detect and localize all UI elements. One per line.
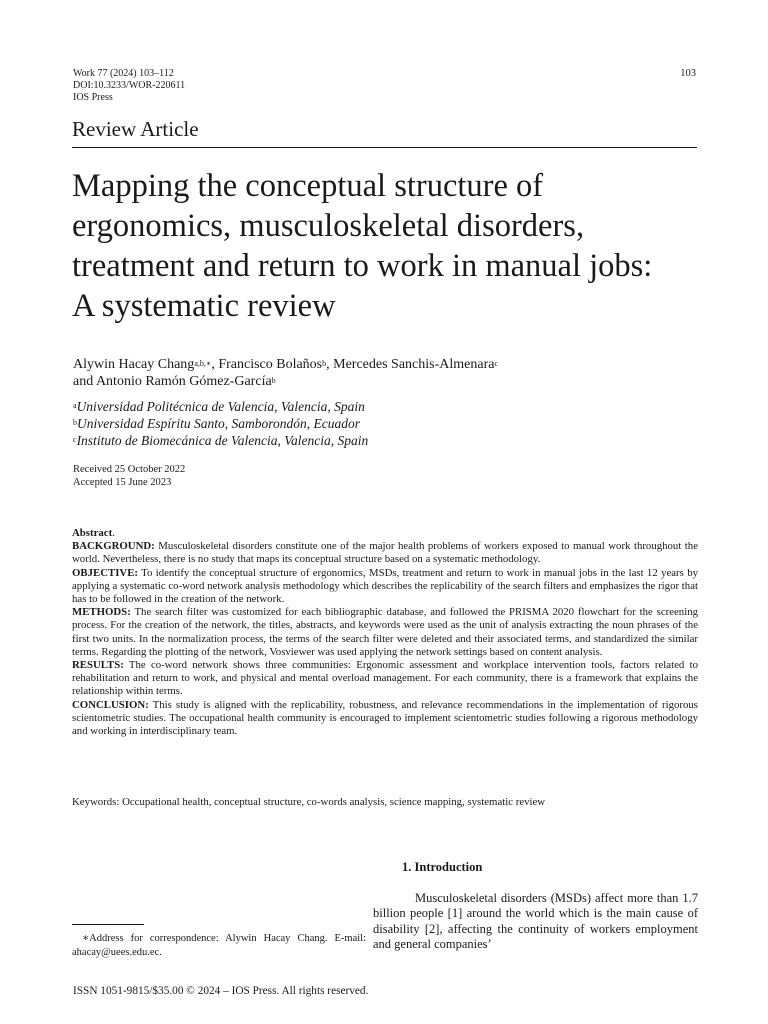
affiliation-text: Instituto de Biomecánica de Valencia, Valencia, Spain	[76, 433, 369, 448]
abstract-label: CONCLUSION:	[72, 698, 149, 711]
abstract-section-objective	[72, 567, 698, 607]
affiliation-mark: b	[73, 418, 77, 427]
abstract-heading-text: Abstract	[72, 527, 113, 539]
title-line: Mapping the conceptual structure of	[72, 168, 544, 204]
paper-title	[72, 166, 712, 326]
affiliation	[73, 432, 368, 449]
abstract-section-conclusion	[72, 699, 698, 739]
abstract-label: RESULTS:	[72, 659, 124, 672]
abstract-text: The co-word network shows three communities: Ergonomic assessment and workplace intervention tools, factors related to rehabilitation and return to work, and physical and mental overload management. For each community, there is a framework that explains the relationship within terms.	[72, 659, 698, 698]
affiliations	[73, 398, 368, 449]
abstract-text: Musculoskeletal disorders constitute one of the major health problems of workers exposed to manual work throughout the world. Nevertheless, there is no study that maps its conceptual structure based on a systematic methodology.	[72, 540, 698, 566]
author-sup: b	[271, 376, 276, 385]
page-number: 103	[680, 68, 696, 79]
author-sup: a,b,∗	[194, 359, 212, 368]
author-name: , Francisco Bolaños	[211, 357, 323, 372]
author-name: Alywin Hacay Chang	[73, 357, 195, 372]
keywords: Keywords: Occupational health, conceptual structure, co-words analysis, science mapping, systematic review	[72, 796, 546, 808]
correspondence-footnote	[72, 932, 366, 960]
title-line: treatment and return to work in manual jobs:	[72, 248, 653, 284]
affiliation	[73, 415, 368, 432]
abstract-section-background	[72, 540, 698, 566]
abstract-heading	[72, 527, 698, 540]
abstract-label: BACKGROUND:	[72, 540, 155, 553]
article-dates	[73, 463, 185, 489]
author-name: , Mercedes Sanchis-Almenara	[326, 357, 495, 372]
affiliation-mark: c	[73, 435, 77, 444]
journal-citation: Work 77 (2024) 103–112	[73, 68, 174, 79]
author-name: and Antonio Ramón Gómez-García	[73, 374, 272, 389]
author-list	[73, 356, 498, 390]
introduction-body	[373, 891, 698, 953]
footnote-text: ∗Address for correspondence: Alywin Hacay Chang. E-mail: ahacay@uees.edu.ec.	[72, 933, 366, 958]
abstract-section-methods	[72, 606, 698, 659]
author-line	[73, 373, 498, 390]
abstract-heading-punct: .	[112, 527, 115, 539]
journal-meta	[73, 68, 185, 104]
abstract-label: OBJECTIVE:	[72, 566, 138, 579]
affiliation-text: Universidad Espíritu Santo, Samborondón, Ecuador	[77, 416, 360, 431]
abstract-text: This study is aligned with the replicability, robustness, and relevance recommendations in the implementation of rigorous scientometric studies. The occupational health community is encouraged to implement scientometric studies following a rigorous methodology and working in interdisciplinary team.	[72, 698, 698, 738]
affiliation-text: Universidad Politécnica de Valencia, Valencia, Spain	[76, 399, 365, 414]
section-heading-introduction: 1. Introduction	[402, 860, 483, 874]
abstract-text: To identify the conceptual structure of ergonomics, MSDs, treatment and return to work in manual jobs in the last 12 years by applying a systematic co-word network analysis methodology which describes the replicability of the search filters and emphasizes the rigor that has to be followed in the creation of the network.	[72, 566, 698, 606]
publisher: IOS Press	[73, 92, 113, 103]
affiliation	[73, 398, 368, 415]
doi[interactable]: DOI:10.3233/WOR-220611	[73, 80, 186, 91]
author-sup: b	[322, 359, 327, 368]
article-type: Review Article	[72, 117, 199, 141]
accepted-date: Accepted 15 June 2023	[73, 477, 172, 488]
footnote-divider	[72, 924, 144, 925]
header-divider	[72, 147, 697, 148]
affiliation-mark: a	[73, 401, 77, 410]
abstract-text: The search filter was customized for each bibliographic database, and followed the PRISMA 2020 flowchart for the screening process. For the creation of the network, the titles, abstracts, and keywords were used as the unit of analysis extracting the noun phrases of the first two units. In the normalization process, the terms of the search filter were deleted and their associated terms, and standardized the similar terms. Regarding the plotting of the network, Vosviewer was used applying the network settings based on content analysis.	[72, 606, 698, 658]
abstract-section-results	[72, 659, 698, 699]
author-line	[73, 356, 498, 373]
abstract-label: METHODS:	[72, 606, 131, 619]
author-sup: c	[494, 359, 499, 368]
title-line: ergonomics, musculoskeletal disorders,	[72, 208, 585, 244]
issn-line: ISSN 1051-9815/$35.00 © 2024 – IOS Press. All rights reserved.	[73, 985, 369, 997]
title-line: A systematic review	[72, 288, 336, 324]
received-date: Received 25 October 2022	[73, 464, 186, 475]
introduction-paragraph: Musculoskeletal disorders (MSDs) affect more than 1.7 billion people [1] around the world which is the main cause of disability [2], affecting the continuity of workers employment and general companies’	[373, 891, 698, 952]
abstract	[72, 527, 698, 738]
